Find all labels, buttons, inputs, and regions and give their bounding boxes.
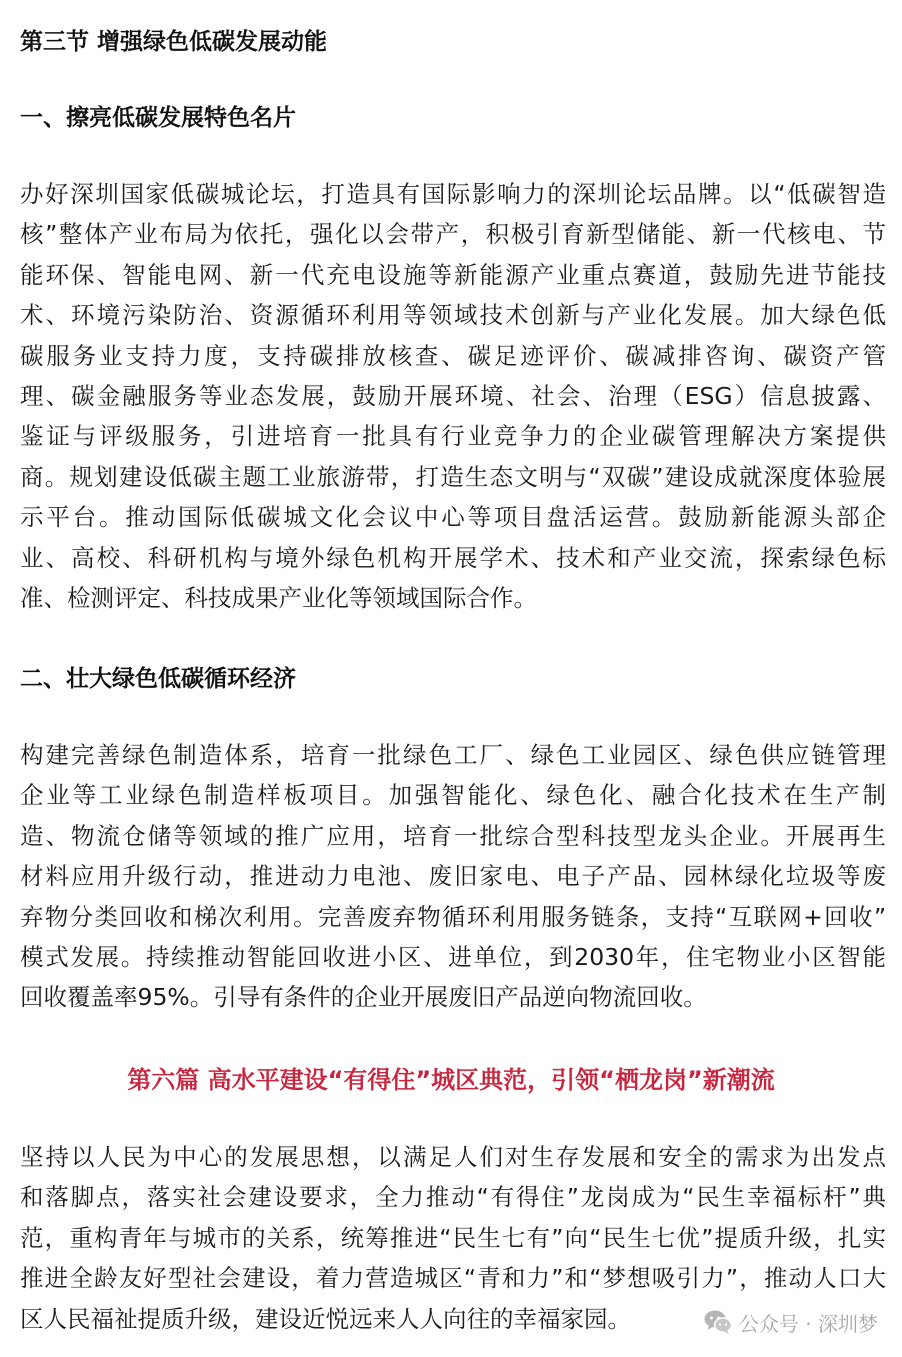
paragraph-line: 办好深圳国家低碳城论坛，打造具有国际影响力的深圳论坛品牌。以“低碳智造 (20, 180, 886, 208)
paragraph-line: 构建完善绿色制造体系，培育一批绿色工厂、绿色工业园区、绿色供应链管理 (20, 741, 886, 769)
paragraph-line: 弃物分类回收和梯次利用。完善废弃物循环利用服务链条，支持“互联网+回收” (20, 902, 886, 931)
paragraph-line: 示平台。推动国际低碳城文化会议中心等项目盘活运营。鼓励新能源头部企 (20, 503, 886, 532)
part1-heading: 一、擦亮低碳发展特色名片 (20, 105, 296, 131)
watermark (703, 1306, 878, 1338)
paragraph-line: 材料应用升级行动，推进动力电池、废旧家电、电子产品、园林绿化垃圾等废 (20, 862, 886, 891)
paragraph-line: 核”整体产业布局为依托，强化以会带产，积极引育新型储能、新一代核电、节 (20, 220, 886, 249)
section-title: 第三节 增强绿色低碳发展动能 (20, 29, 328, 55)
paragraph-line: 商。规划建设低碳主题工业旅游带，打造生态文明与“双碳”建设成就深度体验展 (20, 462, 886, 491)
paragraph-line: 模式发展。持续推动智能回收进小区、进单位，到2030年，住宅物业小区智能 (20, 942, 886, 971)
chapter-title: 第六篇 高水平建设“有得住”城区典范，引领“栖龙岗”新潮流 (127, 1066, 775, 1094)
paragraph-line: 能环保、智能电网、新一代充电设施等新能源产业重点赛道，鼓励先进节能技 (20, 260, 886, 289)
paragraph-line: 造、物流仓储等领域的推广应用，培育一批综合型科技型龙头企业。开展再生 (20, 821, 886, 850)
paragraph-line: 业、高校、科研机构与境外绿色机构开展学术、技术和产业交流，探索绿色标 (20, 543, 886, 572)
paragraph-line: 推进全龄友好型社会建设，着力营造城区“青和力”和“梦想吸引力”，推动人口大 (20, 1264, 886, 1293)
paragraph-line: 和落脚点，落实社会建设要求，全力推动“有得住”龙岗成为“民生幸福标杆”典 (20, 1183, 886, 1212)
paragraph-line: 区人民福祉提质升级，建设近悦远来人人向往的幸福家园。 (20, 1304, 631, 1333)
paragraph-line: 鉴证与评级服务，引进培育一批具有行业竞争力的企业碳管理解决方案提供 (20, 422, 886, 451)
part1-paragraph (20, 174, 886, 618)
paragraph-line: 范，重构青年与城市的关系，统筹推进“民生七有”向“民生七优”提质升级，扎实 (20, 1223, 886, 1252)
wechat-icon (703, 1309, 733, 1335)
paragraph-line: 准、检测评定、科技成果产业化等领域国际合作。 (20, 583, 537, 612)
watermark-text: 公众号 · 深圳梦 (738, 1311, 878, 1336)
part2-heading: 二、壮大绿色低碳循环经济 (20, 666, 296, 692)
paragraph-line: 坚持以人民为中心的发展思想，以满足人们对生存发展和安全的需求为出发点 (20, 1143, 886, 1171)
paragraph-line: 企业等工业绿色制造样板项目。加强智能化、绿色化、融合化技术在生产制 (20, 781, 886, 810)
paragraph-line: 碳服务业支持力度，支持碳排放核查、碳足迹评价、碳减排咨询、碳资产管 (20, 341, 886, 370)
part2-paragraph (20, 735, 886, 1018)
paragraph-line: 术、环境污染防治、资源循环利用等领域技术创新与产业化发展。加大绿色低 (20, 301, 886, 330)
paragraph-line: 理、碳金融服务等业态发展，鼓励开展环境、社会、治理（ESG）信息披露、 (20, 381, 886, 410)
paragraph-line: 回收覆盖率95%。引导有条件的企业开展废旧产品逆向物流回收。 (20, 983, 707, 1012)
